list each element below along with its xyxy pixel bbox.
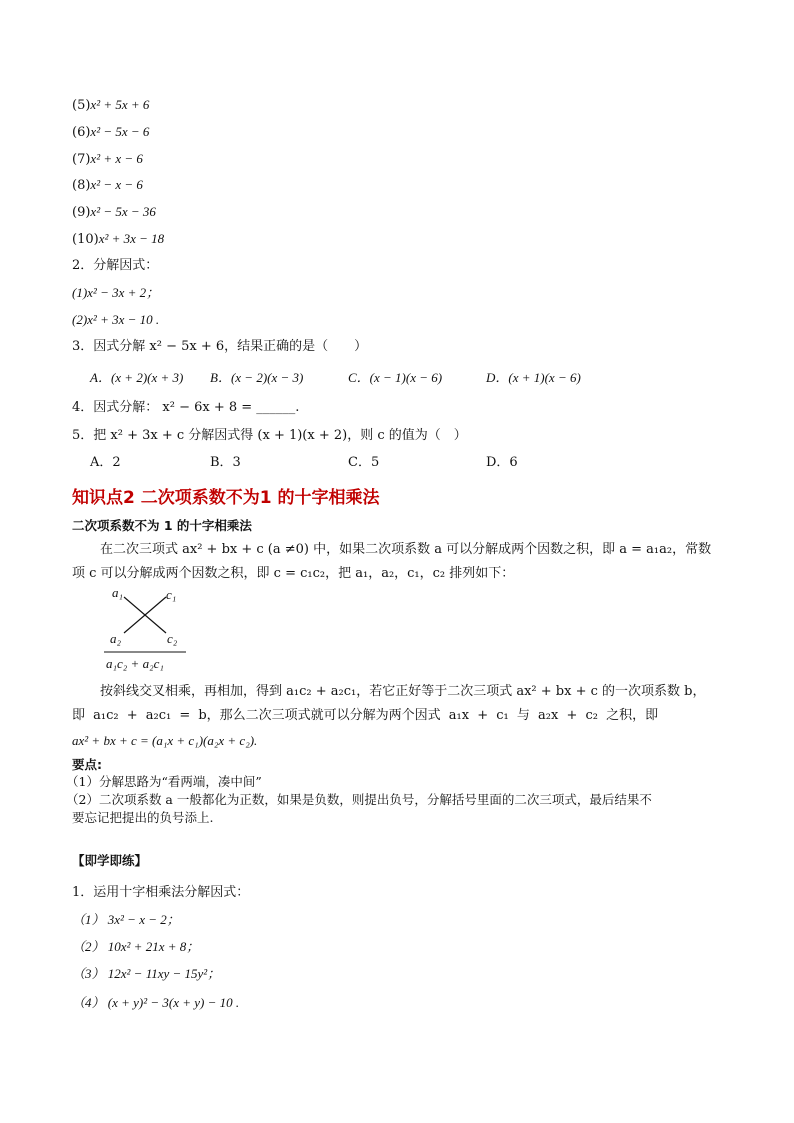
- para1-line1: 在二次三项式 ax² + bx + c (a ≠0) 中，如果二次项系数 a 可以分解成两个因数之积，即 a = a₁a₂，常数: [100, 542, 712, 557]
- q1-item-9: (9)x² − 5x − 36: [72, 204, 156, 220]
- cross-a1: a₁: [112, 585, 124, 600]
- practice-title: 【即学即练】: [72, 853, 148, 868]
- q4-stem: 4．因式分解： x² − 6x + 8 = ______.: [72, 400, 300, 415]
- cross-c2: c₂: [167, 631, 178, 646]
- q5-option-a: A．2: [90, 455, 121, 470]
- subheading: 二次项系数不为 1 的十字相乘法: [72, 518, 252, 533]
- keypoints-title: 要点:: [72, 757, 102, 772]
- para2-line2: 即 a₁c₂ + a₂c₁ = b，那么二次三项式就可以分解为两个因式 a₁x + c₁ 与 a₂x + c₂ 之积，即: [72, 708, 659, 723]
- q3-option-c: C．(x − 1)(x − 6): [348, 370, 443, 385]
- practice-q1: 1．运用十字相乘法分解因式：: [72, 885, 250, 900]
- cross-c1: c₁: [166, 587, 177, 602]
- para1-line2: 项 c 可以分解成两个因数之积，即 c = c₁c₂，把 a₁，a₂，c₁，c₂ 排列如下：: [72, 566, 515, 581]
- q1-item-8: (8)x² − x − 6: [72, 177, 143, 193]
- practice-item-4: （4） (x + y)² − 3(x + y) − 10 .: [72, 995, 240, 1010]
- q5-stem: 5．把 x² + 3x + c 分解因式得 (x + 1)(x + 2)，则 c 的值为（ ）: [72, 428, 467, 443]
- q5-option-d: D．6: [486, 455, 518, 470]
- q5-option-c: C．5: [348, 455, 380, 470]
- q2-part-2: (2)x² + 3x − 10 .: [72, 312, 160, 327]
- q1-item-6: (6)x² − 5x − 6: [72, 124, 150, 140]
- practice-item-1: （1） 3x² − x − 2；: [72, 912, 180, 927]
- q1-item-7: (7)x² + x − 6: [72, 151, 143, 167]
- q3-stem: 3．因式分解 x² − 5x + 6，结果正确的是（ ）: [72, 339, 368, 354]
- keypoint-2b: 要忘记把提出的负号添上.: [72, 810, 214, 825]
- q3-option-a: A．(x + 2)(x + 3): [90, 370, 184, 385]
- q2-part-1: (1)x² − 3x + 2；: [72, 285, 160, 300]
- practice-item-2: （2） 10x² + 21x + 8；: [72, 939, 200, 954]
- q3-option-b: B．(x − 2)(x − 3): [210, 370, 304, 385]
- para2-line3: ax² + bx + c = (a₁x + c₁)(a₂x + c₂).: [72, 733, 258, 748]
- q1-item-5: (5)x² + 5x + 6: [72, 97, 150, 113]
- cross-a2: a₂: [110, 631, 122, 646]
- q3-option-d: D．(x + 1)(x − 6): [486, 370, 581, 385]
- section-title: 知识点2 二次项系数不为1 的十字相乘法: [72, 488, 380, 508]
- para2-line1: 按斜线交叉相乘，再相加，得到 a₁c₂ + a₂c₁，若它正好等于二次三项式 ax² + bx + c 的一次项系数 b，: [100, 684, 706, 699]
- practice-item-3: （3） 12x² − 11xy − 15y²；: [72, 966, 221, 981]
- q1-item-10: (10)x² + 3x − 18: [72, 231, 165, 247]
- keypoint-2a: （2）二次项系数 a 一般都化为正数，如果是负数，则提出负号，分解括号里面的二次三项式，最后结果不: [66, 792, 652, 807]
- cross-sum: a₁c₂ + a₂c₁: [106, 656, 164, 671]
- q2-stem: 2．分解因式：: [72, 258, 159, 273]
- keypoint-1: （1）分解思路为“看两端，凑中间”: [66, 774, 262, 789]
- q5-option-b: B．3: [210, 455, 241, 470]
